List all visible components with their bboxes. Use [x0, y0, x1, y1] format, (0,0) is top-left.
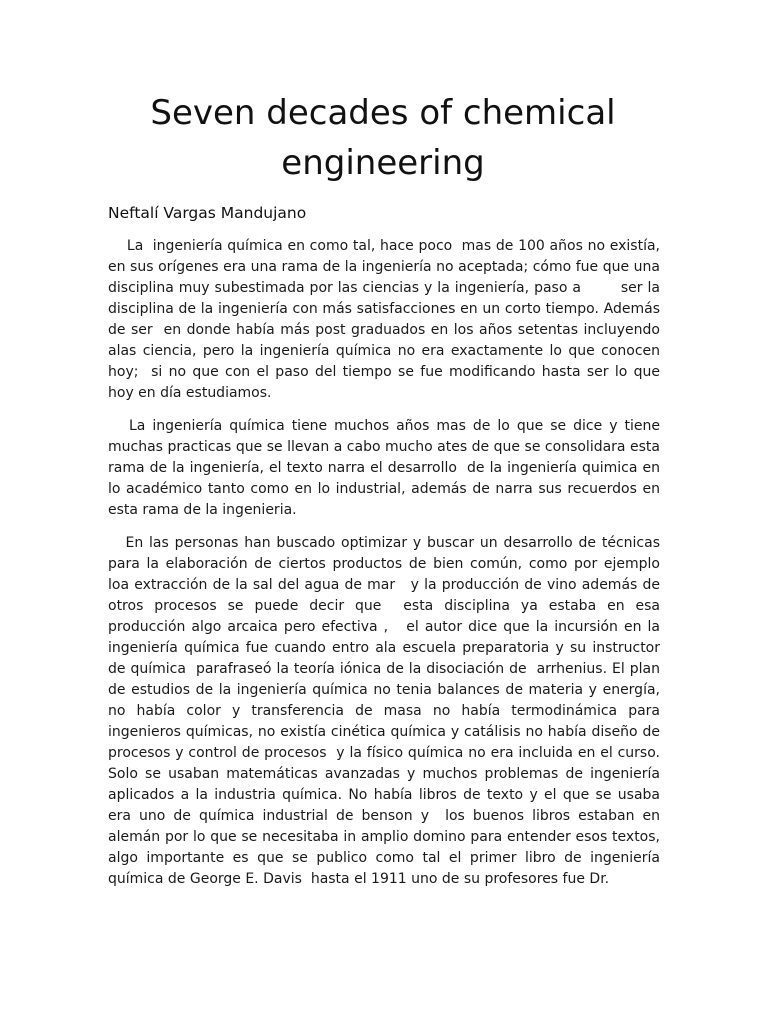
paragraph-3: En las personas han buscado optimizar y buscar un desarrollo de técnicas para la elaboración de ciertos productos de bien común, como por ejemplo loa extracción de la sal del agua de mar y la producción de vino además de otros procesos se puede decir que esta disciplina ya estaba en esa producción algo arcaica pero efectiva , el autor dice que la incursión en la ingeniería química fue cuando entro ala escuela preparatoria y su instructor de química parafraseó la teoría iónica de la disociación de arrhenius. El plan de estudios de la ingeniería química no tenia balances de materia y energía, no había color y transferencia de masa no había termodinámica para ingenieros químicas, no existía cinética química y catálisis no había diseño de procesos y control de procesos y la físico química no era incluida en el curso. Solo se usaban matemáticas avanzadas y muchos problemas de ingeniería aplicados a la industria química. No había libros de texto y el que se usaba era uno de química industrial de benson y los buenos libros estaban en alemán por lo que se necesitaba in amplio domino para entender esos textos, algo importante es que se publico como tal el primer libro de ingeniería química de George E. Davis hasta el 1911 uno de su profesores fue Dr.: [108, 535, 665, 887]
document-body: [108, 236, 665, 902]
paragraph-2: La ingeniería química tiene muchos años mas de lo que se dice y tiene muchas practicas que se llevan a cabo mucho ates de que se consolidara esta rama de la ingeniería, el texto narra el desarrollo de la ingeniería quimica en lo académico tanto como en lo industrial, además de narra sus recuerdos en esta rama de la ingenieria.: [108, 418, 665, 518]
paragraph-1: La ingeniería química en como tal, hace poco mas de 100 años no existía, en sus orígenes era una rama de la ingeniería no aceptada; cómo fue que una disciplina muy subestimada por las ciencias y la ingeniería, paso a ser la disciplina de la ingeniería con más satisfacciones en un corto tiempo. Además de ser en donde había más post graduados en los años setentas incluyendo alas ciencia, pero la ingeniería química no era exactamente lo que conocen hoy; si no que con el paso del tiempo se fue modificando hasta ser lo que hoy en día estudiamos.: [108, 238, 665, 401]
author-name: Neftalí Vargas Mandujano: [108, 204, 307, 222]
document-title: Seven decades of chemical engineering: [150, 93, 616, 183]
